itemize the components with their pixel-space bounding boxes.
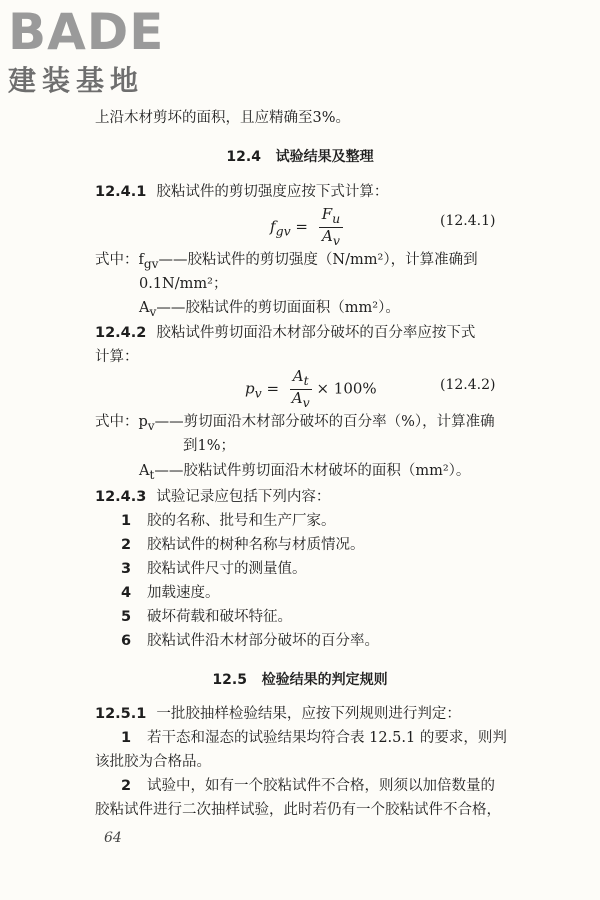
- logo-title: BADE: [8, 3, 165, 61]
- where-text: ——剪切面沿木材部分破坏的百分率（%），计算准确: [154, 414, 495, 430]
- logo: [8, 3, 178, 97]
- list-item-number: 5: [121, 609, 132, 625]
- list-item-text: 加载速度。: [147, 585, 220, 601]
- where-line-3-cont: 到1%；: [183, 438, 236, 454]
- fraction-denominator: A: [322, 227, 333, 245]
- formula-lhs-sub: v: [254, 385, 262, 401]
- clause-12-4-2: [95, 324, 475, 342]
- rule-2: [121, 777, 495, 795]
- list-item-number: 6: [121, 633, 132, 649]
- intro-line: 上沿木材剪坏的面积，且应精确至3%。: [95, 110, 351, 126]
- clause-number: 12.4.1: [95, 184, 147, 200]
- rule-number: 1: [121, 730, 132, 746]
- list-item-number: 2: [121, 537, 132, 553]
- where-symbol-sub: v: [147, 418, 155, 433]
- section-number: 12.5: [212, 672, 247, 688]
- list-item: [121, 536, 365, 554]
- formula-lhs: f: [270, 217, 276, 236]
- fraction-denominator: A: [291, 389, 303, 407]
- list-item-text: 胶粘试件尺寸的测量值。: [147, 561, 307, 577]
- page-number: 64: [104, 830, 122, 846]
- fraction-numerator: F: [321, 205, 333, 223]
- denominator-sub: v: [302, 395, 310, 410]
- list-item: [121, 560, 307, 578]
- equation-number: (12.4.2): [440, 377, 496, 393]
- section-title: 检验结果的判定规则: [261, 672, 388, 688]
- where-symbol: 式中：p: [95, 414, 148, 430]
- clause-12-4-2-cont: 计算：: [95, 349, 139, 365]
- section-heading-12-4: [0, 146, 600, 166]
- formula-fraction: [290, 368, 312, 411]
- rule-text: 若干态和湿态的试验结果均符合表 12.5.1 的要求，则判: [147, 730, 507, 746]
- where-symbol: A: [139, 463, 150, 479]
- rule-2-cont: 胶粘试件进行二次抽样试验，此时若仍有一个胶粘试件不合格，: [95, 802, 501, 818]
- clause-number: 12.4.2: [95, 325, 147, 341]
- where-line-4: [139, 462, 470, 484]
- list-item: [121, 584, 220, 602]
- clause-text: 试验记录应包括下列内容：: [156, 489, 331, 505]
- where-line-3: [95, 413, 495, 435]
- formula-fraction: [319, 206, 343, 249]
- where-text: ——胶粘试件的剪切面面积（mm²）。: [156, 300, 400, 316]
- where-symbol: A: [139, 300, 150, 316]
- formula-12-4-1: $f_{gv}$ = $\frac{F_u}{A_v}$: [270, 206, 343, 249]
- section-title: 试验结果及整理: [275, 149, 374, 165]
- list-item: [121, 512, 336, 530]
- where-text: ——胶粘试件的剪切强度（N/mm²），计算准确到: [158, 252, 478, 268]
- clause-12-4-1: [95, 183, 388, 201]
- section-heading-12-5: [0, 669, 600, 689]
- formula-lhs-sub: gv: [275, 223, 291, 239]
- denominator-sub: v: [332, 233, 340, 248]
- clause-text: 一批胶抽样检验结果，应按下列规则进行判定：: [156, 706, 461, 722]
- numerator-sub: u: [332, 211, 341, 226]
- where-symbol-sub: v: [149, 304, 157, 319]
- numerator-sub: t: [303, 373, 309, 388]
- rule-text: 试验中，如有一个胶粘试件不合格，则须以加倍数量的: [147, 778, 495, 794]
- formula-12-4-2: $p_v$ = $\frac{A_t}{A_v}$ × 100%: [245, 367, 377, 410]
- list-item-number: 3: [121, 561, 132, 577]
- list-item-number: 4: [121, 585, 132, 601]
- where-symbol-sub: gv: [143, 256, 159, 271]
- formula-lhs: p: [245, 379, 255, 398]
- clause-12-4-3: [95, 488, 330, 506]
- where-line-1: [95, 251, 478, 273]
- list-item-text: 破坏荷载和破坏特征。: [147, 609, 292, 625]
- clause-number: 12.5.1: [95, 706, 147, 722]
- list-item-text: 胶粘试件沿木材部分破坏的百分率。: [147, 633, 379, 649]
- section-number: 12.4: [226, 149, 261, 165]
- list-item-text: 胶粘试件的树种名称与材质情况。: [147, 537, 365, 553]
- clause-12-5-1: [95, 705, 461, 723]
- where-line-2: [139, 299, 400, 321]
- formula-tail: × 100%: [316, 379, 377, 398]
- logo-subtitle: 建装基地: [8, 64, 145, 97]
- where-symbol: 式中：f: [95, 252, 144, 268]
- rule-1: [121, 729, 507, 747]
- where-line-1-cont: 0.1N/mm²；: [139, 276, 228, 292]
- rule-1-cont: 该批胶为合格品。: [95, 754, 211, 770]
- list-item-text: 胶的名称、批号和生产厂家。: [147, 513, 336, 529]
- list-item-number: 1: [121, 513, 132, 529]
- equation-number: (12.4.1): [440, 213, 496, 229]
- where-text: ——胶粘试件剪切面沿木材破坏的面积（mm²）。: [154, 463, 471, 479]
- clause-text: 胶粘试件的剪切强度应按下式计算：: [156, 184, 389, 200]
- list-item: [121, 608, 292, 626]
- fraction-numerator: A: [292, 367, 304, 385]
- clause-number: 12.4.3: [95, 489, 147, 505]
- rule-number: 2: [121, 778, 132, 794]
- where-symbol-sub: t: [149, 467, 155, 482]
- clause-text: 胶粘试件剪切面沿木材部分破坏的百分率应按下式: [156, 325, 476, 341]
- list-item: [121, 632, 379, 650]
